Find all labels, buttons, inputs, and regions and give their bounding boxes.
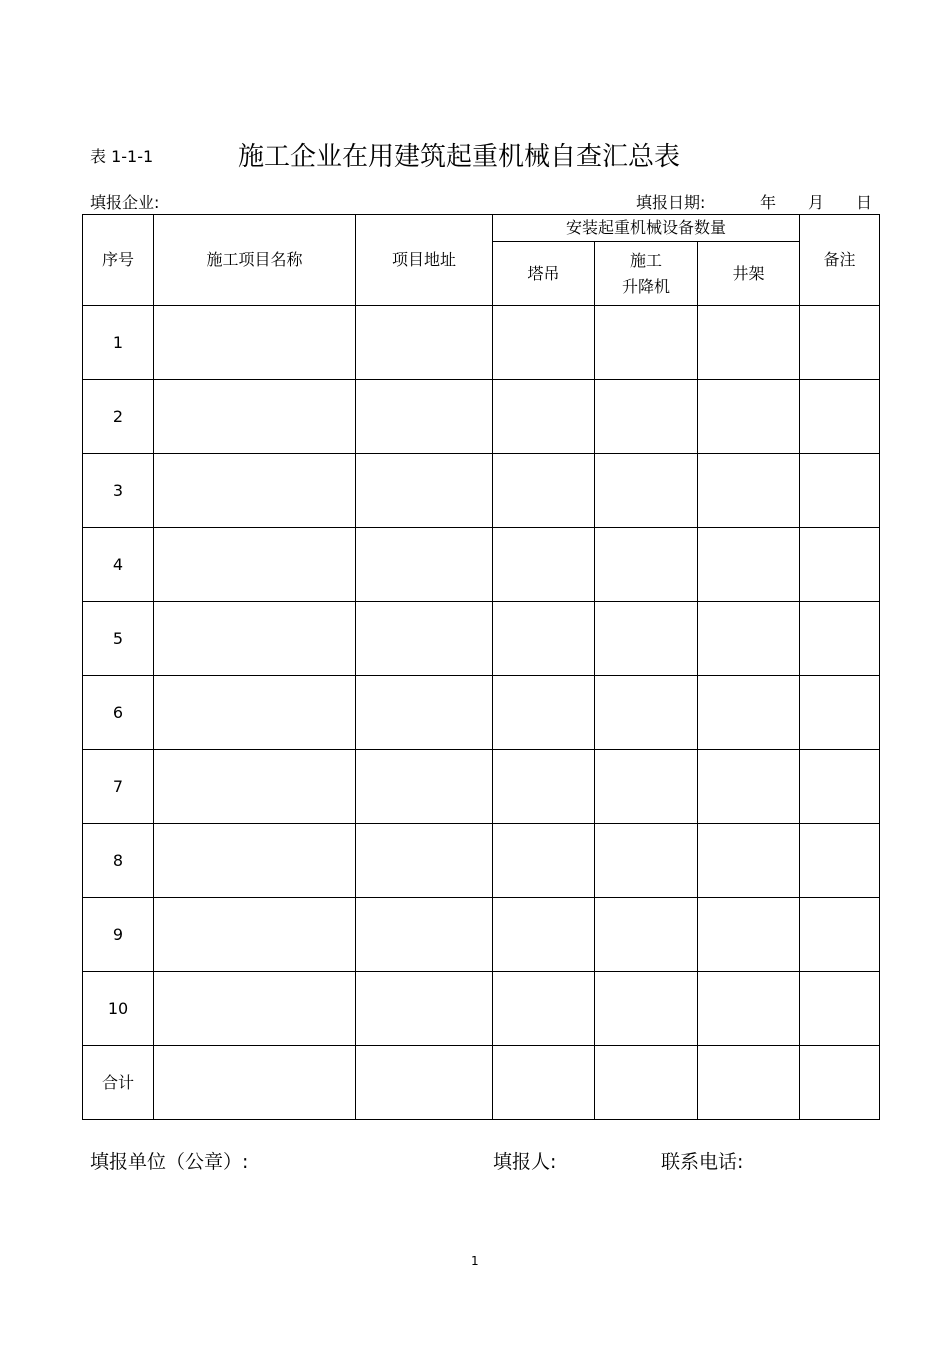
date-year-label: 年 bbox=[760, 193, 777, 212]
cell-project-name[interactable] bbox=[154, 306, 356, 380]
cell-tower-crane[interactable] bbox=[493, 972, 595, 1046]
footer-filler-label: 填报人: bbox=[493, 1151, 557, 1173]
cell-remarks[interactable] bbox=[800, 972, 880, 1046]
cell-project-address[interactable] bbox=[356, 454, 493, 528]
row-seq-cell: 6 bbox=[83, 676, 154, 750]
cell-remarks[interactable] bbox=[800, 380, 880, 454]
row-seq-cell: 3 bbox=[83, 454, 154, 528]
cell-project-address[interactable] bbox=[356, 824, 493, 898]
table-row bbox=[83, 898, 880, 972]
cell-remarks[interactable] bbox=[800, 898, 880, 972]
cell-project-address[interactable] bbox=[356, 1046, 493, 1120]
table-row bbox=[83, 380, 880, 454]
cell-remarks[interactable] bbox=[800, 750, 880, 824]
cell-remarks[interactable] bbox=[800, 454, 880, 528]
cell-derrick[interactable] bbox=[698, 1046, 800, 1120]
cell-construction-hoist[interactable] bbox=[595, 676, 698, 750]
cell-remarks[interactable] bbox=[800, 676, 880, 750]
cell-construction-hoist[interactable] bbox=[595, 972, 698, 1046]
cell-tower-crane[interactable] bbox=[493, 528, 595, 602]
table-row bbox=[83, 1046, 880, 1120]
cell-project-name[interactable] bbox=[154, 602, 356, 676]
cell-tower-crane[interactable] bbox=[493, 1046, 595, 1120]
cell-construction-hoist[interactable] bbox=[595, 528, 698, 602]
cell-construction-hoist[interactable] bbox=[595, 380, 698, 454]
cell-derrick[interactable] bbox=[698, 306, 800, 380]
cell-project-address[interactable] bbox=[356, 528, 493, 602]
header-derrick: 井架 bbox=[698, 242, 800, 306]
header-hoist-line2: 升降机 bbox=[621, 276, 670, 296]
cell-project-name[interactable] bbox=[154, 750, 356, 824]
cell-derrick[interactable] bbox=[698, 972, 800, 1046]
cell-construction-hoist[interactable] bbox=[595, 306, 698, 380]
cell-project-name[interactable] bbox=[154, 972, 356, 1046]
cell-project-address[interactable] bbox=[356, 750, 493, 824]
date-month-label: 月 bbox=[808, 193, 825, 212]
cell-tower-crane[interactable] bbox=[493, 380, 595, 454]
header-tower-crane: 塔吊 bbox=[493, 242, 595, 306]
row-seq-cell: 7 bbox=[83, 750, 154, 824]
cell-project-name[interactable] bbox=[154, 380, 356, 454]
cell-construction-hoist[interactable] bbox=[595, 824, 698, 898]
reporting-date-label: 填报日期: bbox=[636, 193, 706, 212]
cell-project-name[interactable] bbox=[154, 1046, 356, 1120]
header-project-address: 项目地址 bbox=[356, 215, 493, 306]
table-row bbox=[83, 972, 880, 1046]
row-seq-cell: 8 bbox=[83, 824, 154, 898]
footer-phone-label: 联系电话: bbox=[661, 1151, 744, 1173]
cell-tower-crane[interactable] bbox=[493, 898, 595, 972]
cell-project-name[interactable] bbox=[154, 824, 356, 898]
row-seq-cell: 合计 bbox=[83, 1046, 154, 1120]
table-row bbox=[83, 676, 880, 750]
cell-project-address[interactable] bbox=[356, 898, 493, 972]
cell-remarks[interactable] bbox=[800, 528, 880, 602]
cell-project-name[interactable] bbox=[154, 528, 356, 602]
header-hoist-line1: 施工 bbox=[629, 250, 662, 270]
cell-project-name[interactable] bbox=[154, 454, 356, 528]
header-remarks: 备注 bbox=[800, 215, 880, 306]
row-seq-cell: 9 bbox=[83, 898, 154, 972]
cell-remarks[interactable] bbox=[800, 824, 880, 898]
cell-project-name[interactable] bbox=[154, 898, 356, 972]
cell-derrick[interactable] bbox=[698, 602, 800, 676]
cell-project-address[interactable] bbox=[356, 676, 493, 750]
cell-construction-hoist[interactable] bbox=[595, 750, 698, 824]
table-header-row bbox=[83, 215, 880, 242]
row-seq-cell: 4 bbox=[83, 528, 154, 602]
cell-derrick[interactable] bbox=[698, 750, 800, 824]
table-row bbox=[83, 306, 880, 380]
footer-unit-seal-label: 填报单位（公章）: bbox=[90, 1151, 249, 1173]
date-day-label: 日 bbox=[856, 193, 873, 212]
cell-construction-hoist[interactable] bbox=[595, 1046, 698, 1120]
cell-tower-crane[interactable] bbox=[493, 750, 595, 824]
header-equipment-group: 安装起重机械设备数量 bbox=[493, 215, 800, 242]
cell-project-address[interactable] bbox=[356, 972, 493, 1046]
cell-derrick[interactable] bbox=[698, 824, 800, 898]
table-code: 表 1-1-1 bbox=[90, 147, 154, 166]
cell-tower-crane[interactable] bbox=[493, 602, 595, 676]
row-seq-cell: 1 bbox=[83, 306, 154, 380]
header-construction-hoist bbox=[595, 242, 698, 306]
row-seq-cell: 2 bbox=[83, 380, 154, 454]
summary-table bbox=[82, 214, 880, 1120]
cell-derrick[interactable] bbox=[698, 380, 800, 454]
cell-remarks[interactable] bbox=[800, 306, 880, 380]
cell-project-address[interactable] bbox=[356, 602, 493, 676]
table-row bbox=[83, 602, 880, 676]
table-row bbox=[83, 454, 880, 528]
cell-remarks[interactable] bbox=[800, 1046, 880, 1120]
cell-tower-crane[interactable] bbox=[493, 824, 595, 898]
document-title: 施工企业在用建筑起重机械自查汇总表 bbox=[238, 142, 681, 172]
page-number: 1 bbox=[471, 1254, 479, 1268]
cell-derrick[interactable] bbox=[698, 898, 800, 972]
header-project-name: 施工项目名称 bbox=[154, 215, 356, 306]
cell-tower-crane[interactable] bbox=[493, 676, 595, 750]
cell-remarks[interactable] bbox=[800, 602, 880, 676]
cell-construction-hoist[interactable] bbox=[595, 898, 698, 972]
cell-project-name[interactable] bbox=[154, 676, 356, 750]
cell-derrick[interactable] bbox=[698, 454, 800, 528]
row-seq-cell: 5 bbox=[83, 602, 154, 676]
cell-derrick[interactable] bbox=[698, 676, 800, 750]
reporting-company-label: 填报企业: bbox=[90, 193, 160, 212]
table-row bbox=[83, 528, 880, 602]
header-seq: 序号 bbox=[83, 215, 154, 306]
cell-project-address[interactable] bbox=[356, 380, 493, 454]
table-row bbox=[83, 824, 880, 898]
table-row bbox=[83, 750, 880, 824]
cell-derrick[interactable] bbox=[698, 528, 800, 602]
cell-construction-hoist[interactable] bbox=[595, 454, 698, 528]
cell-tower-crane[interactable] bbox=[493, 454, 595, 528]
cell-project-address[interactable] bbox=[356, 306, 493, 380]
row-seq-cell: 10 bbox=[83, 972, 154, 1046]
cell-tower-crane[interactable] bbox=[493, 306, 595, 380]
cell-construction-hoist[interactable] bbox=[595, 602, 698, 676]
